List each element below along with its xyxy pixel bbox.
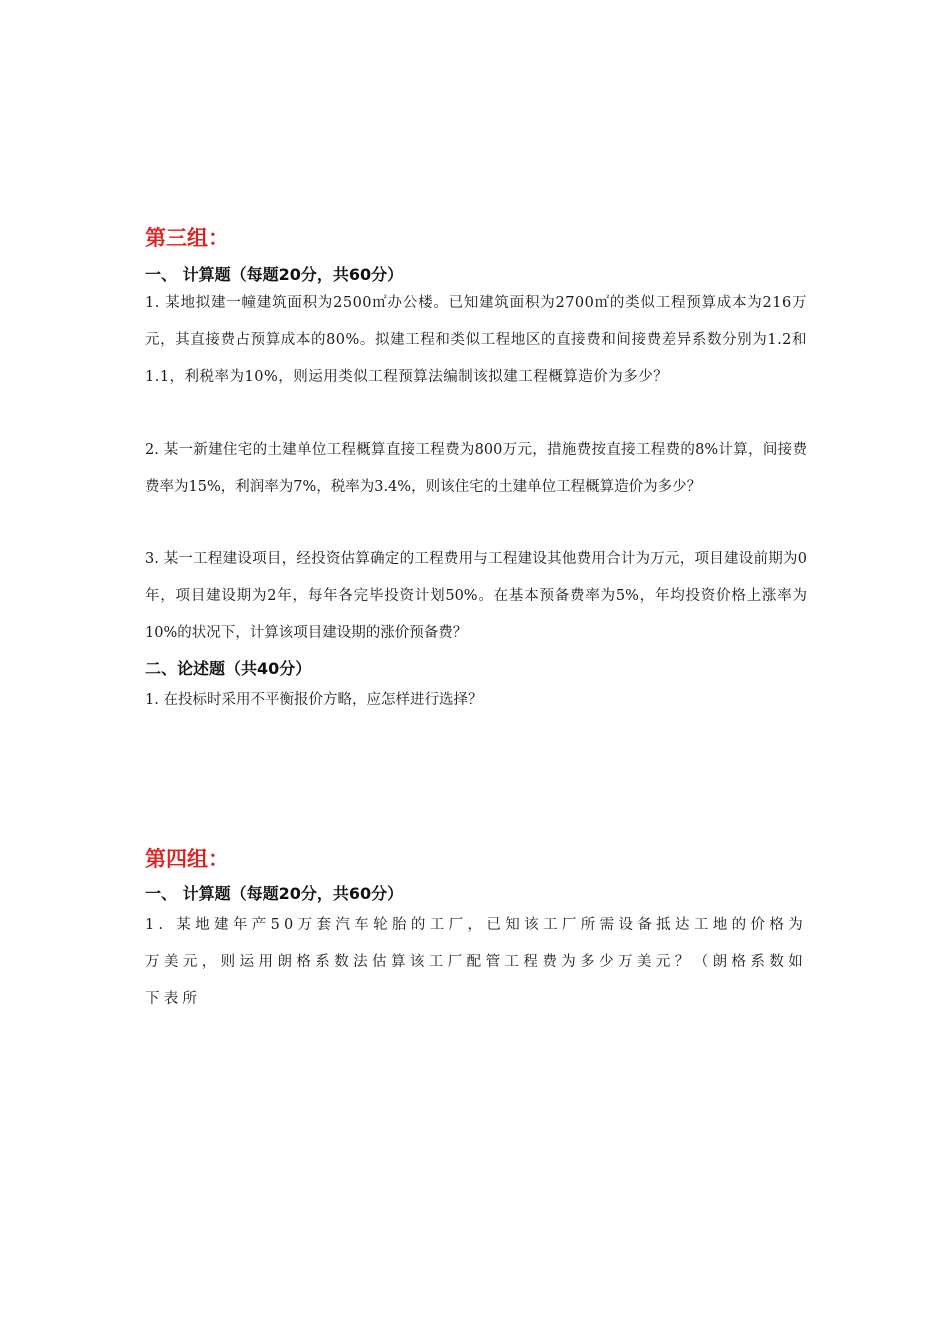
group4-section1-title: 一、 计算题（每题20分，共60分） [145,884,404,903]
group3-essay-1: 1. 在投标时采用不平衡报价方略，应怎样进行选择？ [145,692,483,708]
group3-question-3: 3. 某一工程建设项目，经投资估算确定的工程费用与工程建设其他费用合计为万元，项目建设前期为0年，项目建设期为2年，每年各完毕投资计划50%。在基本预备费率为5%，年均投资价格上涨率为10%的状况下，计算该项目建设期的涨价预备费？ [145,551,807,641]
group4-title: 第四组： [145,847,229,871]
group3-question-2: 2. 某一新建住宅的土建单位工程概算直接工程费为800万元，措施费按直接工程费的8%计算，间接费费率为15%，利润率为7%，税率为3.4%，则该住宅的土建单位工程概算造价为多少？ [145,442,807,495]
group3-section2-title: 二、论述题（共40分） [145,659,312,678]
group3-question-1: 1. 某地拟建一幢建筑面积为2500㎡办公楼。已知建筑面积为2700㎡的类似工程预算成本为216万元，其直接费占预算成本的80%。拟建工程和类似工程地区的直接费和间接费差异系数分别为1.2和1.1，利税率为10%，则运用类似工程预算法编制该拟建工程概算造价为多少？ [145,295,807,385]
group3-section1-title: 一、 计算题（每题20分，共60分） [145,265,404,284]
group3-title: 第三组： [145,226,229,250]
group4-question-1: 1. 某地建年产50万套汽车轮胎的工厂，已知该工厂所需设备抵达工地的价格为万美元，则运用朗格系数法估算该工厂配管工程费为多少万美元？（朗格系数如下表所 [145,917,807,1007]
